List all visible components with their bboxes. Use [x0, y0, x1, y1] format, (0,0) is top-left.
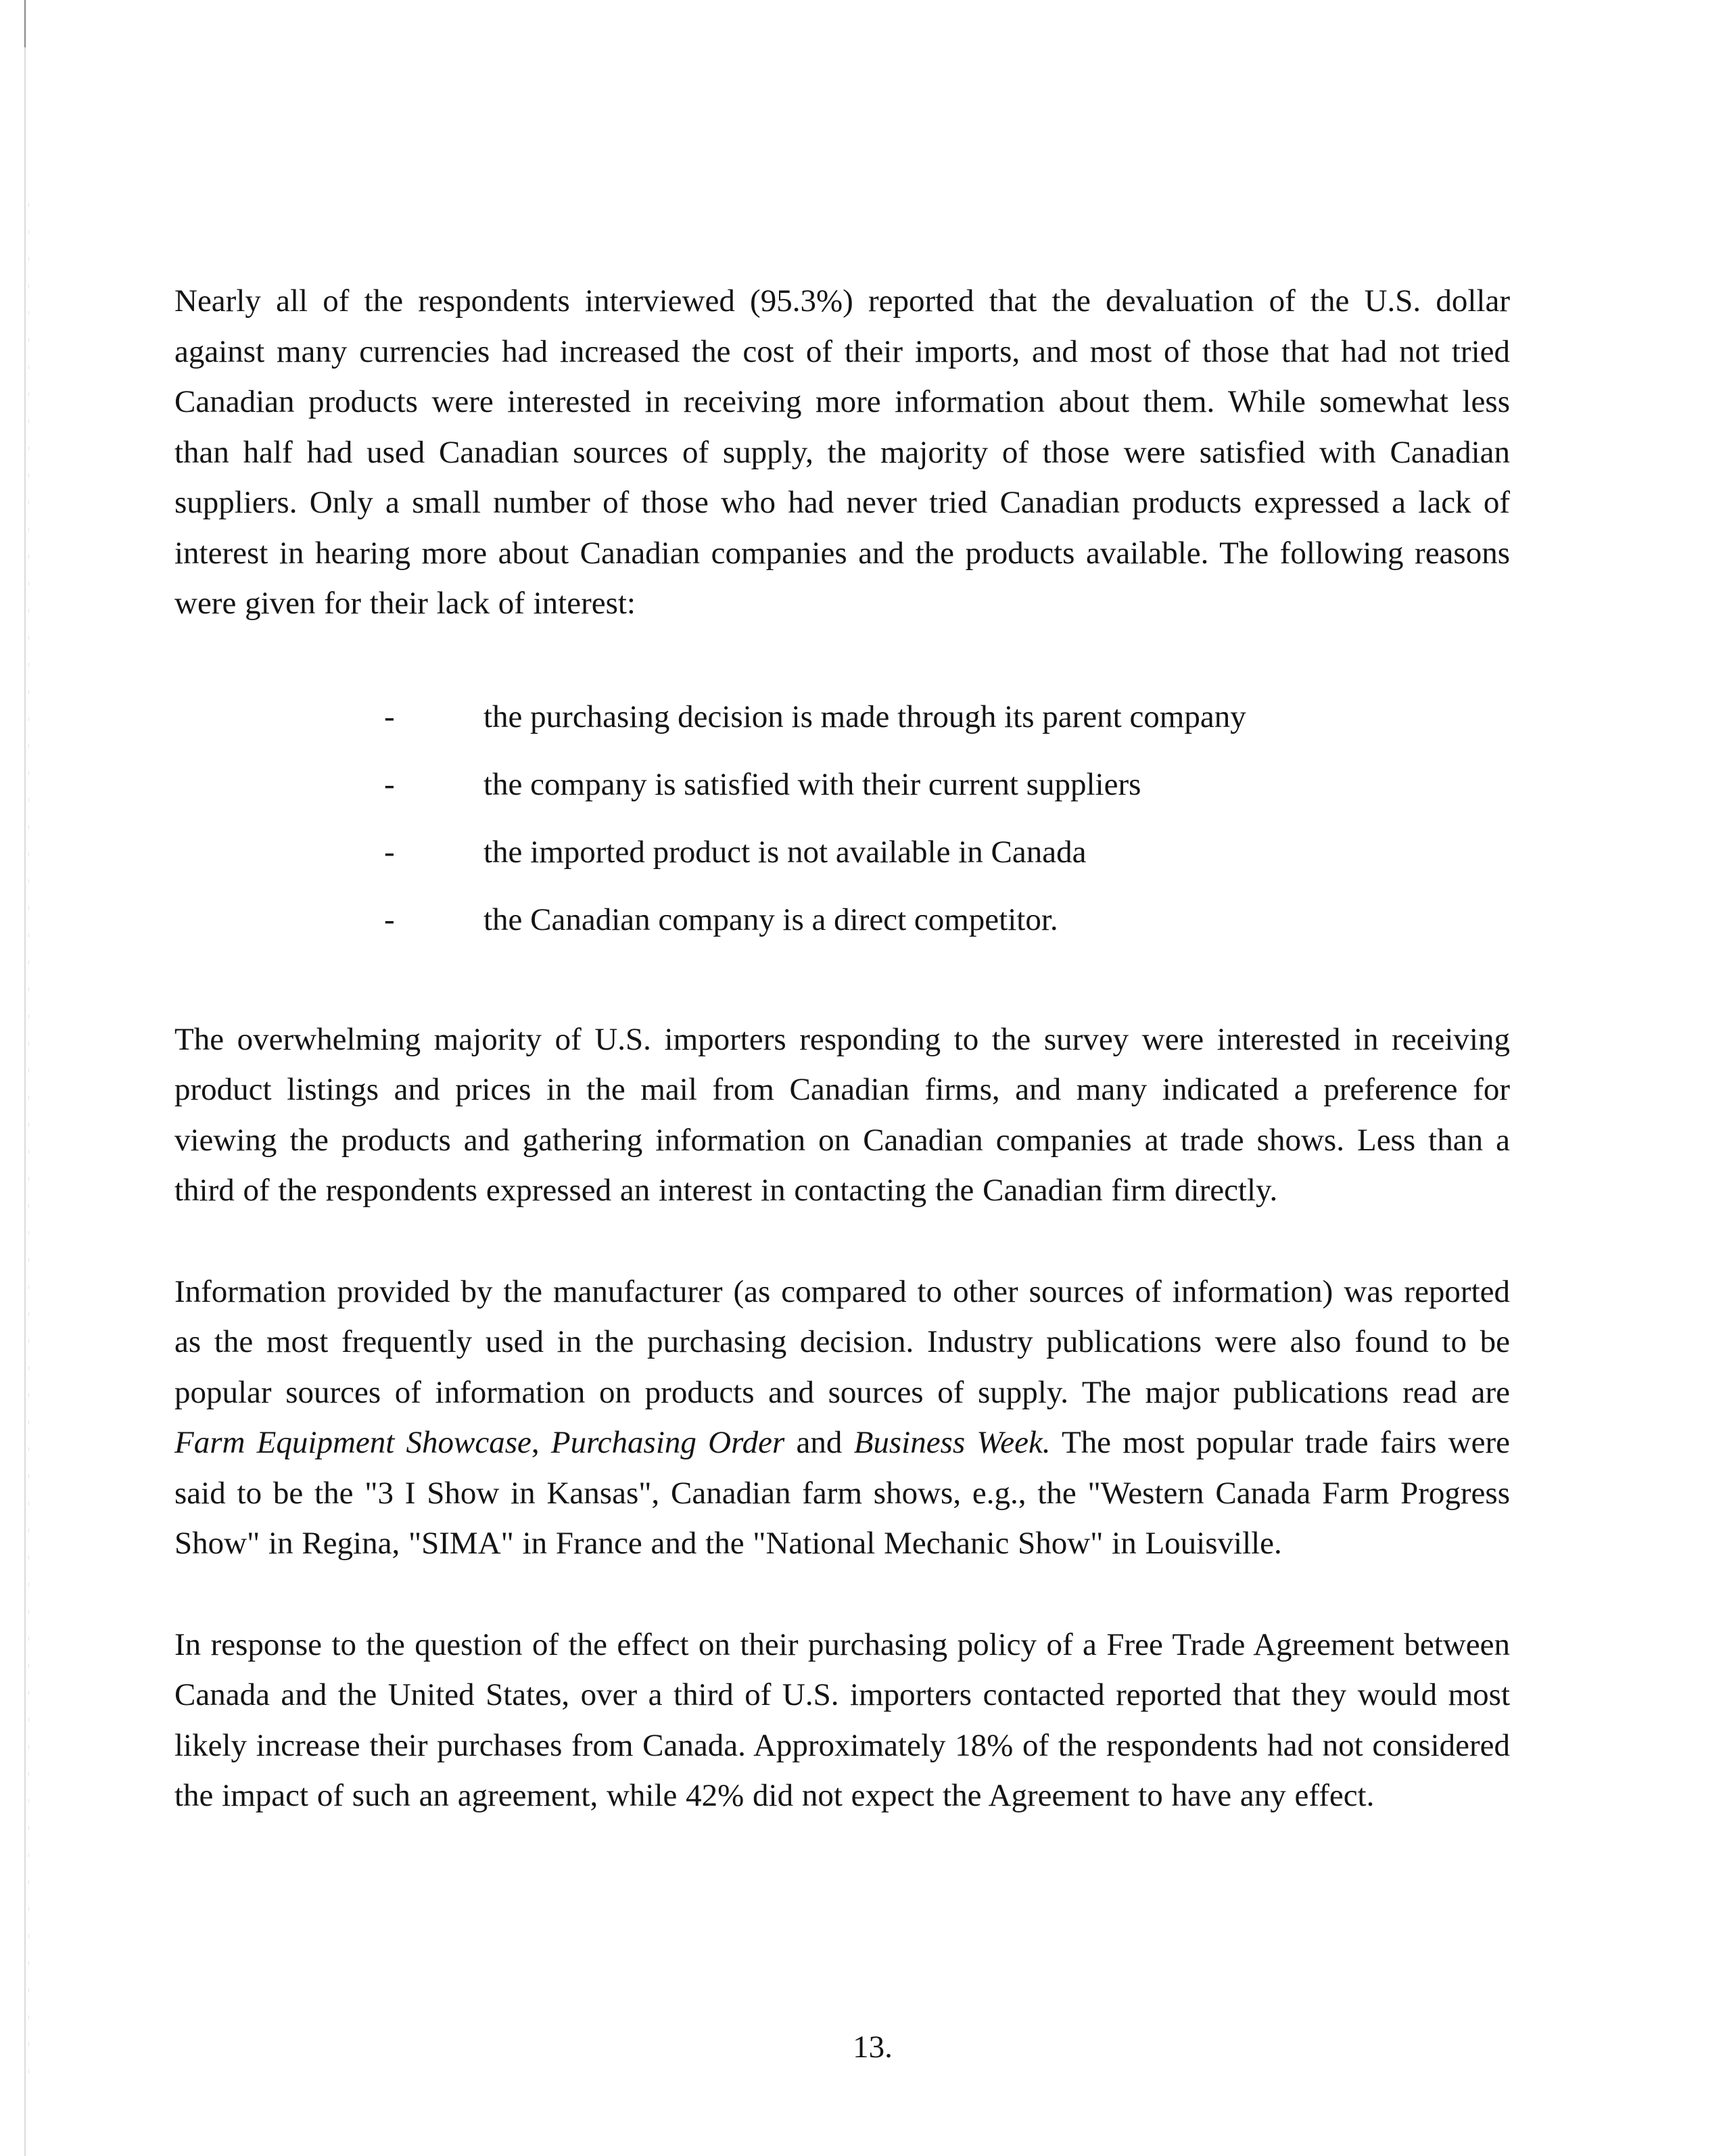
- publication-title: Business Week.: [853, 1425, 1051, 1460]
- paragraph-information-sources: [174, 1267, 1510, 1569]
- document-body: [174, 276, 1510, 1821]
- page-number-text: 13.: [853, 2030, 893, 2065]
- separator-text: and: [784, 1425, 854, 1460]
- list-item: [174, 683, 1510, 751]
- list-item-text: the purchasing decision is made through its parent company: [483, 699, 1246, 734]
- separator-text: ,: [531, 1425, 551, 1460]
- publication-title: Farm Equipment Showcase: [174, 1425, 531, 1460]
- paragraph-devaluation: Nearly all of the respondents interviewed (95.3%) reported that the devaluation of the U.S. dollar against many currencies had increased the cost of their imports, and most of those that had not tried Canadian products were interested in receiving more information about them. While somewhat less than half had used Canadian sources of supply, the majority of those were satisfied with Canadian suppliers. Only a small number of those who had never tried Canadian products expressed a lack of interest in hearing more about Canadian companies and the products available. The following reasons were given for their lack of interest:: [174, 283, 1510, 621]
- list-item: [174, 818, 1510, 886]
- list-item-text: the company is satisfied with their current suppliers: [483, 766, 1141, 802]
- list-dash: -: [384, 766, 395, 802]
- list-dash: -: [384, 699, 395, 734]
- scan-edge-artifact: [24, 0, 26, 2156]
- list-dash: -: [384, 834, 395, 870]
- list-item-text: the imported product is not available in Canada: [483, 834, 1087, 870]
- list-item: [174, 751, 1510, 818]
- list-item-text: the Canadian company is a direct competitor.: [483, 901, 1058, 937]
- scan-edge-artifact: [28, 203, 29, 2096]
- paragraph-importers-interest: The overwhelming majority of U.S. importers responding to the survey were interested in receiving product listings and prices in the mail from Canadian firms, and many indicated a preference for viewing the products and gathering information on Canadian companies at trade shows. Less than a third of the respondents expressed an interest in contacting the Canadian firm directly.: [174, 1021, 1510, 1208]
- list-dash: -: [384, 901, 395, 937]
- list-item: [174, 886, 1510, 954]
- publication-title: Purchasing Order: [550, 1425, 785, 1460]
- paragraph-text: Information provided by the manufacturer (as compared to other sources of information) was reported as the most frequently used in the purchasing decision. Industry publications were also found to be popular sources of information on products and sources of supply. The major publications read are: [174, 1273, 1510, 1410]
- page-number: [0, 2029, 1725, 2065]
- paragraph-text: The most popular trade fairs were said to be the "3 I Show in Kansas", Canadian farm shows, e.g., the "Western Canada Farm Progress Show" in Regina, "SIMA" in France and the "National Mechanic Show" in Louisville.: [174, 1425, 1510, 1561]
- paragraph-free-trade-agreement: In response to the question of the effect on their purchasing policy of a Free Trade Agreement between Canada and the United States, over a third of U.S. importers contacted reported that they would most likely increase their purchases from Canada. Approximately 18% of the respondents had not considered the impact of such an agreement, while 42% did not expect the Agreement to have any effect.: [174, 1626, 1510, 1813]
- reasons-list: [174, 683, 1510, 954]
